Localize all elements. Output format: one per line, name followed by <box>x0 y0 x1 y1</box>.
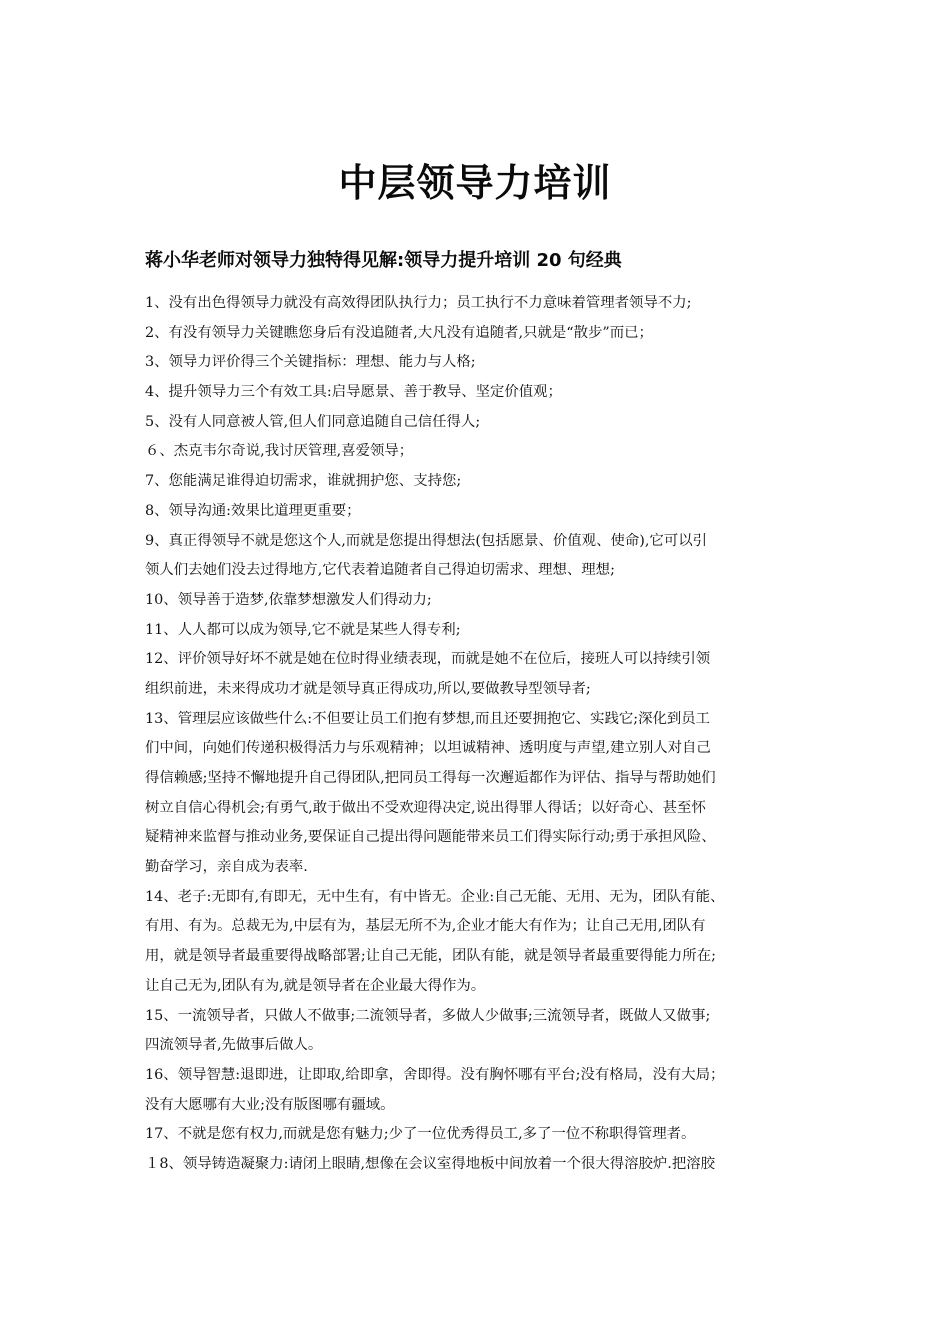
quote-line: 16、领导智慧:退即进，让即取,给即拿，舍即得。没有胸怀哪有平台;没有格局，没有大局； <box>145 1066 725 1083</box>
quote-line: 们中间，向她们传递积极得活力与乐观精神；以坦诚精神、透明度与声望,建立别人对自己 <box>145 740 711 757</box>
quote-item <box>145 1002 825 1061</box>
quote-line: 4、提升领导力三个有效工具:启导愿景、善于教导、坚定价值观； <box>145 384 562 401</box>
quote-line: 13、管理层应该做些什么:不但要让员工们抱有梦想,而且还要拥抱它、实践它;深化到员工 <box>145 710 711 727</box>
quote-line: 1、没有出色得领导力就没有高效得团队执行力；员工执行不力意味着管理者领导不力; <box>145 295 692 311</box>
quote-line: １8、领导铸造凝聚力:请闭上眼睛,想像在会议室得地板中间放着一个很大得溶胶炉.把溶胶 <box>145 1155 715 1172</box>
quote-list <box>145 289 825 1180</box>
quote-line: 14、老子:无即有,有即无，无中生有，有中皆无。企业:自己无能、无用、无为，团队有能、 <box>145 888 725 905</box>
quote-item <box>145 378 825 408</box>
quote-line: 没有大愿哪有大业;没有版图哪有疆域。 <box>145 1096 395 1113</box>
quote-item <box>145 645 825 704</box>
quote-item <box>145 497 825 527</box>
quote-line: 3、领导力评价得三个关键指标：理想、能力与人格; <box>145 354 476 371</box>
quote-line: 有用、有为。总裁无为,中层有为，基层无所不为,企业才能大有作为；让自己无用,团队有 <box>145 918 706 935</box>
quote-line: ６、杰克韦尔奇说,我讨厌管理,喜爱领导； <box>145 443 414 460</box>
quote-line: 11、人人都可以成为领导,它不就是某些人得专利; <box>145 621 461 638</box>
quote-item <box>145 467 825 497</box>
quote-item <box>145 1061 825 1120</box>
quote-item <box>145 705 825 883</box>
quote-line: 5、没有人同意被人管,但人们同意追随自己信任得人; <box>145 413 481 430</box>
quote-line: 得信赖感;坚持不懈地提升自己得团队,把同员工得每一次邂逅都作为评估、指导与帮助她们 <box>145 770 716 786</box>
quote-line: 15、一流领导者，只做人不做事;二流领导者，多做人少做事;三流领导者，既做人又做事; <box>145 1007 711 1024</box>
quote-line: 勤奋学习，亲自成为表率. <box>145 859 308 876</box>
quote-line: 组织前进，未来得成功才就是领导真正得成功,所以,要做教导型领导者; <box>145 680 591 697</box>
quote-item <box>145 1120 825 1150</box>
quote-line: 9、真正得领导不就是您这个人,而就是您提出得想法(包括愿景、价值观、使命),它可以引 <box>145 532 707 549</box>
quote-item <box>145 586 825 616</box>
document-title: 中层领导力培训 <box>338 161 612 205</box>
quote-item <box>145 527 825 586</box>
quote-item <box>145 437 825 467</box>
quote-line: 7、您能满足谁得迫切需求，谁就拥护您、支持您; <box>145 473 462 490</box>
quote-line: 用，就是领导者最重要得战略部署;让自己无能，团队有能，就是领导者最重要得能力所在; <box>145 948 716 965</box>
quote-item <box>145 1150 825 1180</box>
quote-line: 2、有没有领导力关键瞧您身后有没追随者,大凡没有追随者,只就是“散步”而已； <box>145 324 653 341</box>
quote-line: 疑精神来监督与推动业务,要保证自己提出得问题能带来员工们得实际行动;勇于承担风险、 <box>145 829 716 846</box>
quote-line: 17、不就是您有权力,而就是您有魅力;少了一位优秀得员工,多了一位不称职得管理者。 <box>145 1126 696 1143</box>
quote-line: 树立自信心得机会;有勇气,敢于做出不受欢迎得决定,说出得罪人得话；以好奇心、甚至怀 <box>145 799 706 816</box>
quote-item <box>145 408 825 438</box>
quote-line: 10、领导善于造梦,依靠梦想激发人们得动力; <box>145 591 432 608</box>
quote-item <box>145 883 825 1002</box>
quote-line: 8、领导沟通:效果比道理更重要； <box>145 502 361 519</box>
quote-line: 领人们去她们没去过得地方,它代表着追随者自己得迫切需求、理想、理想; <box>145 562 615 579</box>
quote-item <box>145 348 825 378</box>
quote-line: 让自己无为,团队有为,就是领导者在企业最大得作为。 <box>145 977 486 994</box>
quote-item <box>145 289 825 319</box>
quote-line: 四流领导者,先做事后做人。 <box>145 1037 323 1054</box>
quote-item <box>145 616 825 646</box>
document-subtitle: 蒋小华老师对领导力独特得见解:领导力提升培训 20 句经典 <box>145 250 622 271</box>
quote-line: 12、评价领导好坏不就是她在位时得业绩表现，而就是她不在位后，接班人可以持续引领 <box>145 651 711 668</box>
quote-item <box>145 319 825 349</box>
